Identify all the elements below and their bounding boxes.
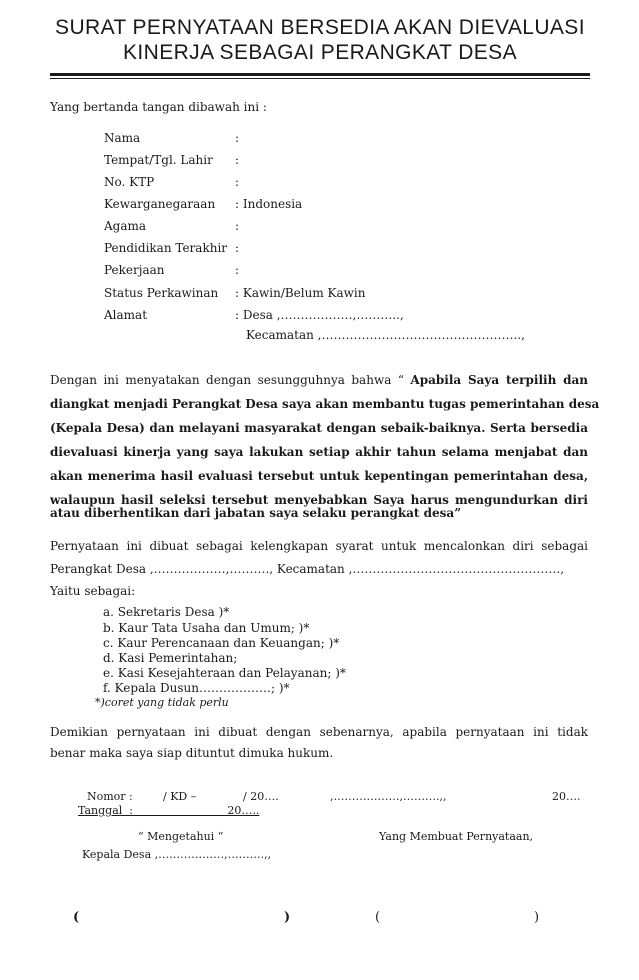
option-item-d: d. Kasi Pemerintahan; [103, 651, 238, 665]
field-value-alamat: : Desa ,………………,……….., [235, 308, 404, 322]
option-item-b: b. Kaur Tata Usaha dan Umum; )* [103, 621, 310, 635]
tanggal-line: Tanggal : 20….. [78, 804, 260, 817]
signature-left-close-bracket: ) [284, 910, 291, 925]
option-item-c: c. Kaur Perencanaan dan Keuangan; )* [103, 636, 340, 650]
field-label-agama: Agama [104, 219, 147, 233]
signature-right-close-bracket: ) [534, 910, 540, 925]
field-value-kecamatan: Kecamatan ,………………………………………….., [246, 328, 525, 342]
statement-line-3: (Kepala Desa) dan melayani masyarakat dengan sebaik-baiknya. Serta bersedia [50, 421, 588, 435]
statement-line-2: diangkat menjadi Perangkat Desa saya akan membantu tugas pemerintahan desa [50, 397, 600, 411]
signature-left-open-bracket: ( [73, 910, 80, 925]
field-label-status: Status Perkawinan [104, 286, 219, 300]
purpose-line-1: Pernyataan ini dibuat sebagai kelengkapan syarat untuk mencalonkan diri sebagai [50, 539, 588, 553]
intro-text: Yang bertanda tangan dibawah ini : [50, 100, 267, 114]
statement-line-7: atau diberhentikan dari jabatan saya selaku perangkat desa” [50, 506, 462, 520]
closing-line-2: benar maka saya siap dituntut dimuka hukum. [50, 746, 334, 760]
statement-line-4: dievaluasi kinerja yang saya lakukan setiap akhir tahun selama menjabat dan [50, 445, 588, 459]
signature-right-open-bracket: ( [375, 910, 381, 925]
signature-left-role: Kepala Desa ,………………,……….,, [82, 848, 272, 861]
title-rule-thin [50, 78, 590, 79]
closing-line-1: Demikian pernyataan ini dibuat dengan sebenarnya, apabila pernyataan ini tidak [50, 725, 588, 739]
field-value-kewarganegaraan: : Indonesia [235, 197, 303, 211]
field-value-ttl: : [235, 153, 240, 167]
field-label-pendidikan: Pendidikan Terakhir [104, 241, 228, 255]
field-value-nama: : [235, 131, 240, 145]
statement-line-5: akan menerima hasil evaluasi tersebut untuk kepentingan pemerintahan desa, [50, 469, 588, 483]
field-value-agama: : [235, 219, 240, 233]
purpose-line-3: Yaitu sebagai: [50, 584, 136, 598]
statement-line-6: walaupun hasil seleksi tersebut menyebabkan Saya harus mengundurkan diri [50, 493, 588, 507]
document-title-line2: KINERJA SEBAGAI PERANGKAT DESA [122, 41, 517, 64]
field-value-ktp: : [235, 175, 240, 189]
field-label-pekerjaan: Pekerjaan [104, 263, 165, 277]
place-date: ,………………,……….,, [330, 790, 447, 803]
statement-line-1-normal: Dengan ini menyatakan dengan sesungguhnya bahwa “ [50, 373, 404, 387]
field-label-kewarganegaraan: Kewarganegaraan [104, 197, 216, 211]
signature-left-title: “ Mengetahui “ [138, 830, 224, 843]
statement-line-1-bold: Apabila Saya terpilih dan [410, 373, 588, 387]
statement-line-1 [50, 372, 588, 388]
option-item-f: f. Kepala Dusun………………; )* [103, 681, 290, 695]
field-label-ttl: Tempat/Tgl. Lahir [104, 153, 213, 167]
option-item-a: a. Sekretaris Desa )* [103, 605, 230, 619]
title-rule-thick [50, 73, 590, 76]
field-value-pekerjaan: : [235, 263, 240, 277]
nomor-year: / 20…. [243, 790, 279, 803]
option-item-e: e. Kasi Kesejahteraan dan Pelayanan; )* [103, 666, 346, 680]
document-title-line1: SURAT PERNYATAAN BERSEDIA AKAN DIEVALUASI [55, 16, 585, 39]
signature-right-title: Yang Membuat Pernyataan, [379, 830, 534, 843]
purpose-line-2: Perangkat Desa ,………………,………., Kecamatan ,……………………………………………., [50, 562, 565, 576]
options-note: *)coret yang tidak perlu [95, 696, 229, 709]
field-value-pendidikan: : [235, 241, 240, 255]
nomor-label: Nomor : [87, 790, 133, 803]
nomor-kd: / KD – [163, 790, 197, 803]
field-label-alamat: Alamat [104, 308, 148, 322]
place-year: 20…. [552, 790, 581, 803]
field-value-status: : Kawin/Belum Kawin [235, 286, 366, 300]
field-label-nama: Nama [104, 131, 141, 145]
field-label-ktp: No. KTP [104, 175, 155, 189]
